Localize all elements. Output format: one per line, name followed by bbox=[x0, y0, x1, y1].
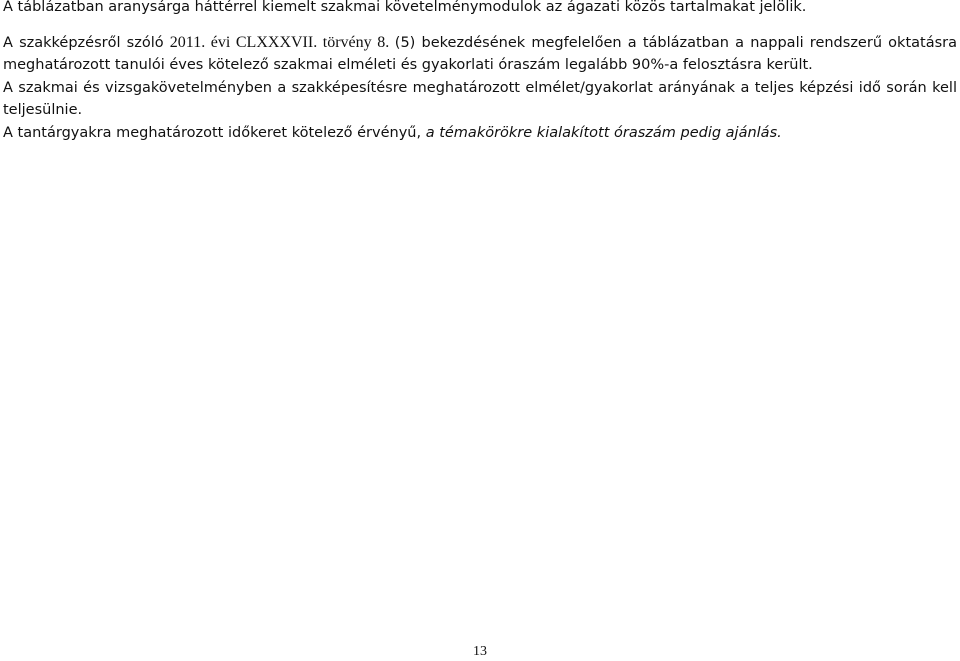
paragraph-ratio: A szakmai és vizsgakövetelményben a szakképesítésre meghatározott elmélet/gyakorlat arányának a teljes képzési idő során kell teljesülnie. bbox=[3, 79, 957, 119]
timeframe-regular-text: A tantárgyakra meghatározott időkeret kötelező érvényű, bbox=[3, 124, 426, 141]
timeframe-italic-text: a témakörökre kialakított óraszám pedig ajánlás. bbox=[425, 124, 782, 141]
page-number: 13 bbox=[473, 644, 487, 659]
law-body-text: (5) bekezdésének megfelelően a táblázatban a nappali rendszerű oktatásra meghatározott tanulói éves kötelező szakmai elméleti és gyakorlati óraszám legalább 90%-a felosztásra került. bbox=[3, 34, 957, 74]
document-page bbox=[3, 0, 957, 660]
intro-line: A táblázatban aranysárga háttérrel kiemelt szakmai követelménymodulok az ágazati közös tartalmakat jelölik. bbox=[3, 0, 807, 15]
law-citation-text: 2011. évi CLXXXVII. törvény 8. bbox=[169, 33, 395, 51]
paragraph-timeframe bbox=[3, 122, 957, 145]
paragraph-gap bbox=[3, 19, 957, 32]
paragraph-law-reference bbox=[3, 32, 957, 77]
law-intro-text: A szakképzésről szóló bbox=[3, 34, 170, 51]
